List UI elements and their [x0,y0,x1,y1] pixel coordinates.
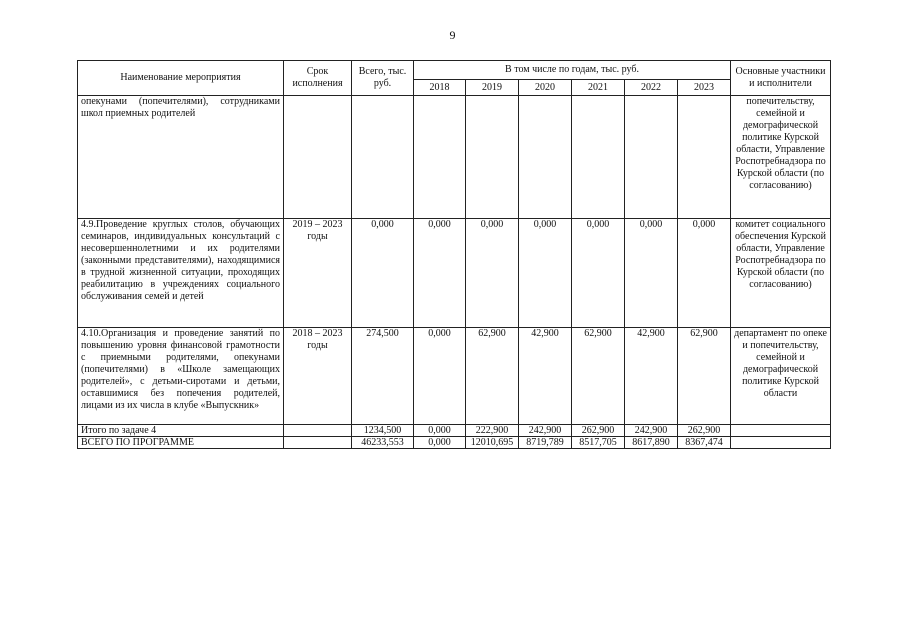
header-year: 2022 [625,80,678,96]
summary-row [78,437,831,449]
header-year: 2021 [572,80,625,96]
row-term [284,96,352,219]
summary-total: 1234,500 [352,425,414,437]
row-value: 0,000 [466,219,519,328]
header-by-years: В том числе по годам, тыс. руб. [414,61,731,80]
summary-term [284,437,352,449]
summary-value: 242,900 [519,425,572,437]
summary-participants [731,425,831,437]
row-value: 0,000 [625,219,678,328]
header-total: Всего, тыс. руб. [352,61,414,96]
row-value [519,96,572,219]
header-participants: Основные участники и исполнители [731,61,831,96]
header-year: 2023 [678,80,731,96]
row-participants: комитет социального обеспечения Курской области, Управление Роспотребнадзора по Курской области (по согласованию) [731,219,831,328]
summary-value: 0,000 [414,437,466,449]
header-term: Срок исполнения [284,61,352,96]
summary-row [78,425,831,437]
row-term: 2019 – 2023 годы [284,219,352,328]
table-row [78,219,831,328]
row-term: 2018 – 2023 годы [284,328,352,425]
row-value: 42,900 [519,328,572,425]
header-year: 2020 [519,80,572,96]
row-value [625,96,678,219]
header-year: 2019 [466,80,519,96]
row-value: 0,000 [678,219,731,328]
row-value: 42,900 [625,328,678,425]
row-value [678,96,731,219]
program-table [77,60,831,449]
row-total: 0,000 [352,219,414,328]
row-value: 0,000 [572,219,625,328]
table-row [78,328,831,425]
row-value: 62,900 [572,328,625,425]
summary-total: 46233,553 [352,437,414,449]
summary-term [284,425,352,437]
row-name: опекунами (попечителями), сотрудниками школ приемных родителей [78,96,284,219]
summary-name: ВСЕГО ПО ПРОГРАММЕ [78,437,284,449]
row-value: 62,900 [466,328,519,425]
summary-value: 8719,789 [519,437,572,449]
row-total [352,96,414,219]
row-participants: департамент по опеке и попечительству, семейной и демографической политике Курской области [731,328,831,425]
summary-value: 12010,695 [466,437,519,449]
page-number: 9 [449,28,456,42]
row-name: 4.10.Организация и проведение занятий по повышению уровня финансовой грамотности с приемными родителями, опекунами (попечителями) в «Школе замещающих родителей», с детьми-сиротами и детьми, оставшимися без попечения родителей, лицами из их числа в клубе «Выпускник» [78,328,284,425]
summary-value: 242,900 [625,425,678,437]
row-value: 0,000 [414,328,466,425]
row-participants: попечительству, семейной и демографической политике Курской области, Управление Роспотребнадзора по Курской области (по согласованию) [731,96,831,219]
row-total: 274,500 [352,328,414,425]
row-value [572,96,625,219]
table-row [78,96,831,219]
summary-value: 8367,474 [678,437,731,449]
summary-participants [731,437,831,449]
row-value [466,96,519,219]
summary-name: Итого по задаче 4 [78,425,284,437]
summary-value: 262,900 [678,425,731,437]
summary-value: 262,900 [572,425,625,437]
row-value: 62,900 [678,328,731,425]
header-year: 2018 [414,80,466,96]
header-name: Наименование мероприятия [78,61,284,96]
summary-value: 222,900 [466,425,519,437]
row-value: 0,000 [519,219,572,328]
summary-value: 8517,705 [572,437,625,449]
summary-value: 0,000 [414,425,466,437]
summary-value: 8617,890 [625,437,678,449]
row-name: 4.9.Проведение круглых столов, обучающих семинаров, индивидуальных консультаций с несовершеннолетними и их родителями (законными представителями), находящимися в трудной жизненной ситуации, проходящих реабилитацию в учреждениях социального обслуживания семей и детей [78,219,284,328]
row-value [414,96,466,219]
row-value: 0,000 [414,219,466,328]
